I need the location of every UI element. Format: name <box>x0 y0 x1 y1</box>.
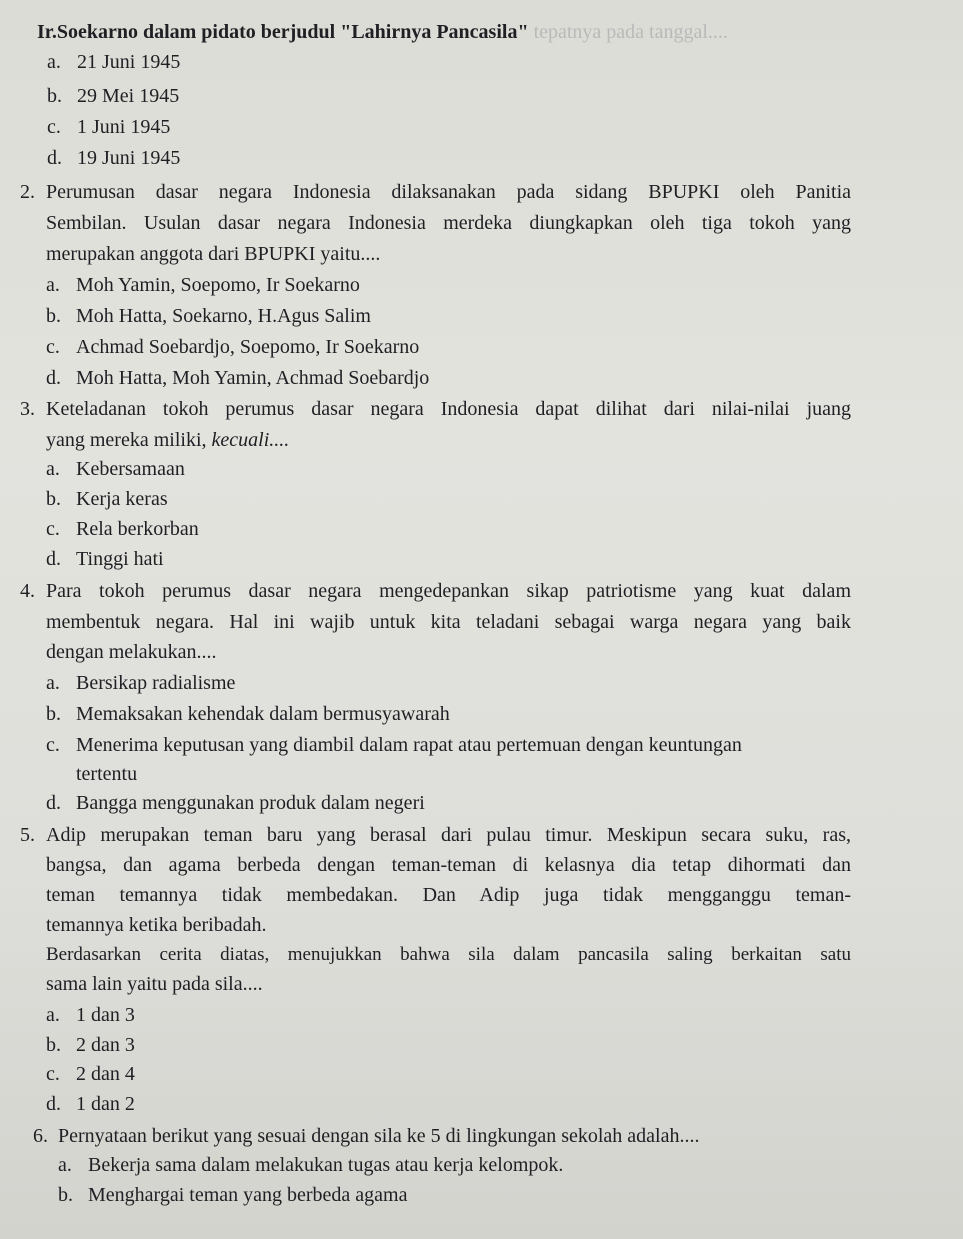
q5-option-c: c. 2 dan 4 <box>46 1063 135 1085</box>
q5-option-b: b. 2 dan 3 <box>46 1034 135 1056</box>
q1-option-d: d. 19 Juni 1945 <box>47 147 181 169</box>
q5-option-d: d. 1 dan 2 <box>46 1093 135 1115</box>
q6-option-a: a. Bekerja sama dalam melakukan tugas atau kerja kelompok. <box>58 1154 564 1176</box>
q2-stem-line-3: merupakan anggota dari BPUPKI yaitu.... <box>46 243 381 265</box>
q3-option-a: a. Kebersamaan <box>46 458 185 480</box>
q5-number: 5. <box>20 824 35 846</box>
q4-option-b: b. Memaksakan kehendak dalam bermusyawarah <box>46 703 450 725</box>
q2-option-c: c. Achmad Soebardjo, Soepomo, Ir Soekarno <box>46 336 420 358</box>
q4-stem-line-2: membentuk negara. Hal ini wajib untuk kita teladani sebagai warga negara yang baik <box>46 611 851 633</box>
q6-stem: Pernyataan berikut yang sesuai dengan sila ke 5 di lingkungan sekolah adalah.... <box>58 1125 700 1147</box>
q2-number: 2. <box>20 181 35 203</box>
q1-stem-faded: tepatnya pada tanggal.... <box>533 21 728 43</box>
q3-stem-line-2: yang mereka miliki, kecuali.... <box>46 429 290 451</box>
q5-stem-line-1: Adip merupakan teman baru yang berasal dari pulau timur. Meskipun secara suku, ras, <box>46 824 851 846</box>
q3-option-c: c. Rela berkorban <box>46 518 199 540</box>
q4-option-c-continued: tertentu <box>76 763 138 785</box>
q5-stem-line-5: Berdasarkan cerita diatas, menujukkan bahwa sila dalam pancasila saling berkaitan satu <box>46 944 851 965</box>
q5-stem-line-2: bangsa, dan agama berbeda dengan teman-teman di kelasnya dia tetap dihormati dan <box>46 854 851 876</box>
q5-option-a: a. 1 dan 3 <box>46 1004 135 1026</box>
q2-option-a: a. Moh Yamin, Soepomo, Ir Soekarno <box>46 274 360 296</box>
q4-number: 4. <box>20 580 35 602</box>
q1-stem <box>37 20 728 44</box>
q3-number: 3. <box>20 398 35 420</box>
q1-option-b: b. 29 Mei 1945 <box>47 85 180 107</box>
q4-stem-line-3: dengan melakukan.... <box>46 641 217 663</box>
q4-option-a: a. Bersikap radialisme <box>46 672 236 694</box>
q2-stem-line-1: Perumusan dasar negara Indonesia dilaksanakan pada sidang BPUPKI oleh Panitia <box>46 181 851 203</box>
q5-stem-line-6: sama lain yaitu pada sila.... <box>46 973 263 995</box>
q2-stem-line-2: Sembilan. Usulan dasar negara Indonesia merdeka diungkapkan oleh tiga tokoh yang <box>46 212 851 234</box>
q6-number: 6. <box>33 1125 48 1147</box>
q4-option-c: c. Menerima keputusan yang diambil dalam rapat atau pertemuan dengan keuntungan <box>46 734 742 756</box>
q3-stem-line-1: Keteladanan tokoh perumus dasar negara Indonesia dapat dilihat dari nilai-nilai juang <box>46 398 851 420</box>
q4-stem-line-1: Para tokoh perumus dasar negara mengedepankan sikap patriotisme yang kuat dalam <box>46 580 851 602</box>
q3-kecuali: kecuali.... <box>211 429 290 451</box>
q3-option-b: b. Kerja keras <box>46 488 168 510</box>
q2-option-b: b. Moh Hatta, Soekarno, H.Agus Salim <box>46 305 371 327</box>
q1-stem-main: Ir.Soekarno dalam pidato berjudul "Lahirnya Pancasila" <box>37 21 529 43</box>
q5-stem-line-4: temannya ketika beribadah. <box>46 914 267 936</box>
q1-option-a: a. 21 Juni 1945 <box>47 51 181 73</box>
q4-option-d: d. Bangga menggunakan produk dalam negeri <box>46 792 425 814</box>
q1-option-c: c. 1 Juni 1945 <box>47 116 171 138</box>
q6-option-b: b. Menghargai teman yang berbeda agama <box>58 1184 408 1206</box>
q2-option-d: d. Moh Hatta, Moh Yamin, Achmad Soebardjo <box>46 367 430 389</box>
q5-stem-line-3: teman temannya tidak membedakan. Dan Adip juga tidak mengganggu teman- <box>46 884 851 906</box>
q3-option-d: d. Tinggi hati <box>46 548 164 570</box>
